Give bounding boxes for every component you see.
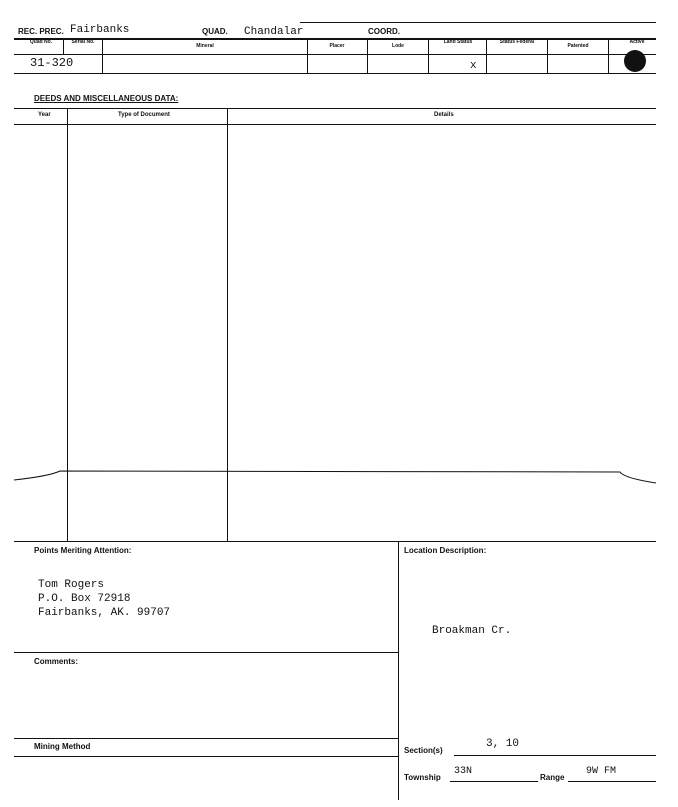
quad-serial-value: 31-320 xyxy=(30,56,74,70)
rec-prec-value: Fairbanks xyxy=(70,24,130,36)
deeds-top-rule xyxy=(14,108,656,109)
sections-rule xyxy=(454,755,656,756)
range-label: Range xyxy=(540,773,565,782)
location-label: Location Description: xyxy=(404,546,487,555)
points-line: Tom Rogers xyxy=(38,579,105,591)
col-divider xyxy=(307,39,308,73)
col-header-mineral: Mineral xyxy=(196,43,214,49)
col-divider xyxy=(608,39,609,73)
quad-label: QUAD. xyxy=(202,27,228,36)
col-header-land-status: Land Status xyxy=(443,39,473,45)
comments-label: Comments: xyxy=(34,657,79,666)
deeds-col-year: Year xyxy=(38,112,51,118)
quad-value: Chandalar xyxy=(244,26,304,38)
col-header-patented: Patented xyxy=(567,43,589,49)
points-line: Fairbanks, AK. 99707 xyxy=(38,607,171,619)
township-label: Township xyxy=(404,773,441,782)
range-rule xyxy=(568,781,656,782)
location-value: Broakman Cr. xyxy=(432,625,512,637)
lower-col-divider xyxy=(398,542,399,800)
deeds-bottom-rule xyxy=(14,541,656,542)
deeds-section-title: DEEDS AND MISCELLANEOUS DATA: xyxy=(34,94,179,103)
sections-label: Section(s) xyxy=(404,746,443,755)
rec-prec-label: REC. PREC. xyxy=(18,27,64,36)
header-top-rule xyxy=(300,22,656,23)
township-rule xyxy=(450,781,538,782)
land-status-mark: x xyxy=(470,60,477,72)
township-value: 33N xyxy=(454,766,473,777)
points-label: Points Meriting Attention: xyxy=(34,546,132,555)
col-divider xyxy=(486,39,487,73)
deeds-col-details: Details xyxy=(434,112,454,118)
col-header-status-federal: Status Federal xyxy=(499,39,535,45)
points-address xyxy=(38,578,170,620)
col-header-serial-no: Serial No. xyxy=(71,39,95,45)
col-divider xyxy=(102,39,103,73)
table-top-rule xyxy=(14,38,656,40)
points-line: P.O. Box 72918 xyxy=(38,593,131,605)
mining-method-rule xyxy=(14,738,398,739)
coord-label: COORD. xyxy=(368,27,400,36)
hole-punch-mark xyxy=(624,50,646,72)
fold-line xyxy=(0,462,678,492)
sections-value: 3, 10 xyxy=(486,738,520,750)
col-divider xyxy=(428,39,429,73)
comments-rule xyxy=(14,652,398,653)
col-header-lode: Lode xyxy=(392,43,404,49)
mining-method-bottom-rule xyxy=(14,756,398,757)
col-divider xyxy=(547,39,548,73)
deeds-col-type: Type of Document xyxy=(118,112,170,118)
col-header-placer: Placer xyxy=(329,43,345,49)
col-divider xyxy=(367,39,368,73)
mining-method-label: Mining Method xyxy=(34,742,91,751)
deeds-header-rule xyxy=(14,124,656,125)
col-divider xyxy=(63,39,64,55)
col-header-quad-no: Quad No. xyxy=(29,39,53,45)
table-header-rule xyxy=(14,54,656,55)
table-bottom-rule xyxy=(14,73,484,74)
table-bottom-rule-right xyxy=(484,73,656,74)
range-value: 9W FM xyxy=(586,766,617,777)
col-header-active: Active xyxy=(629,39,645,45)
